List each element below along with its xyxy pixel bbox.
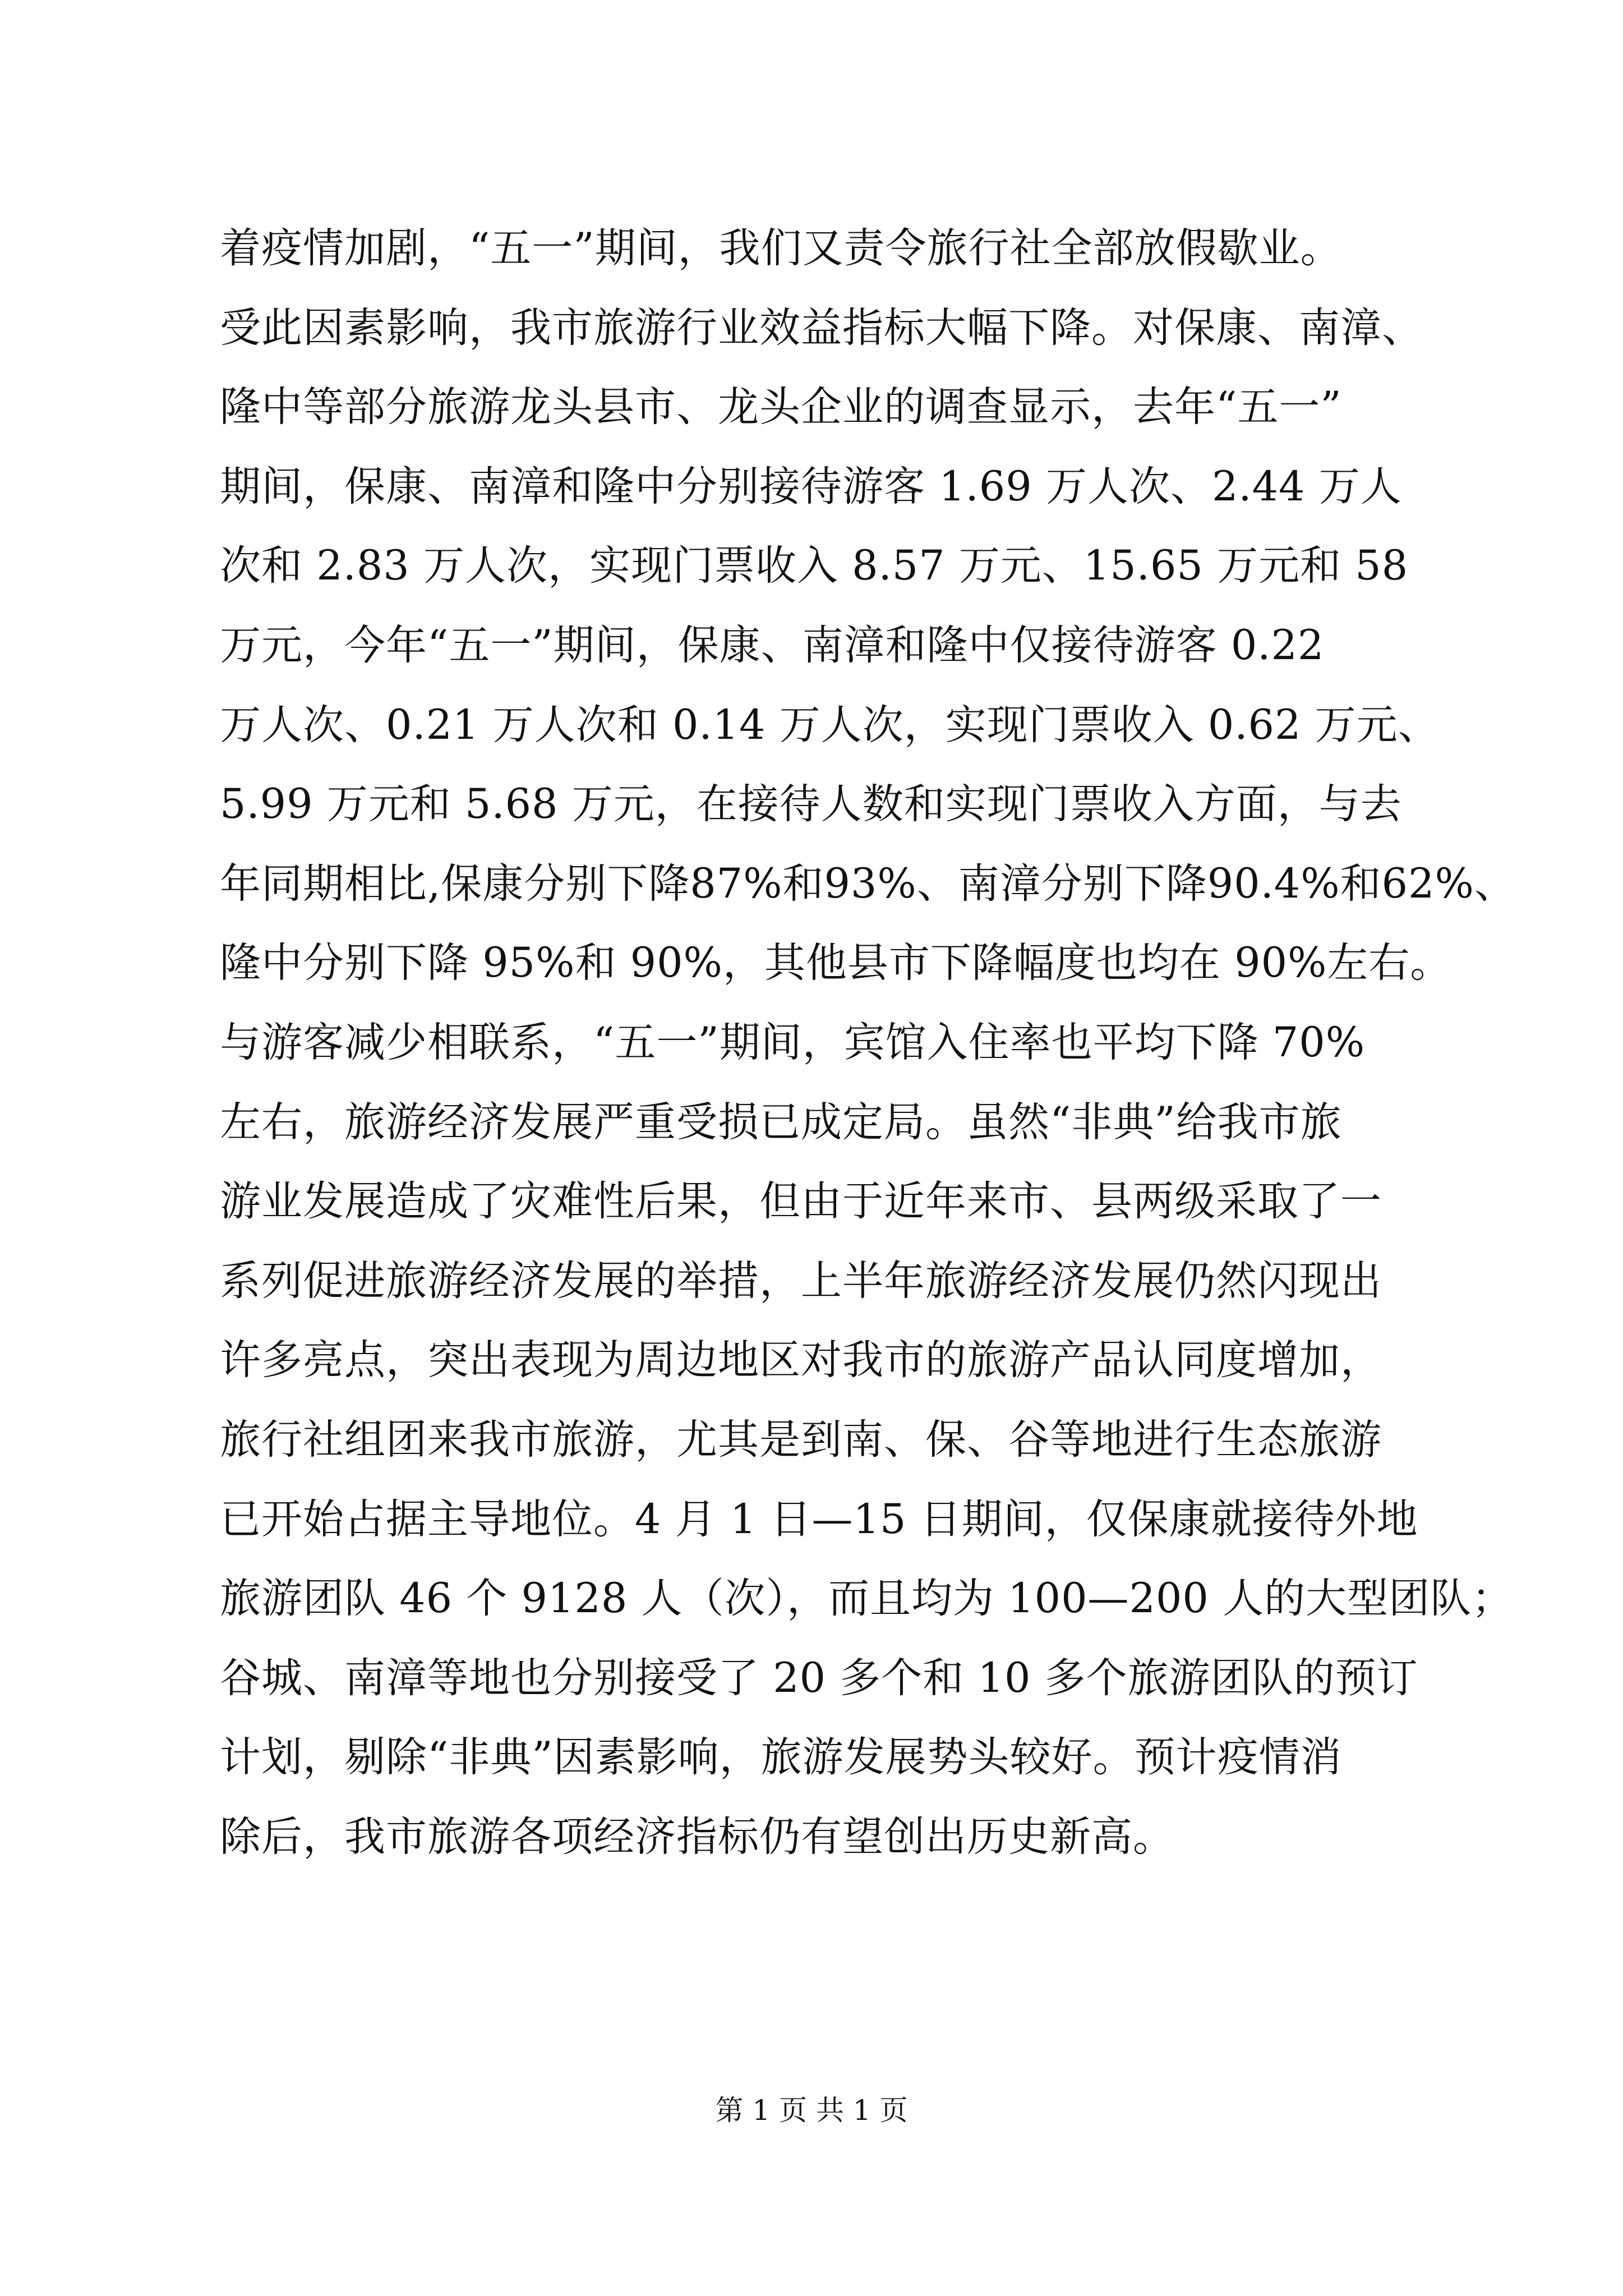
text-line: 许多亮点，突出表现为周边地区对我市的旅游产品认同度增加， — [220, 1336, 1382, 1384]
text-line: 与游客减少相联系，“五一”期间，宾馆入住率也平均下降 70% — [220, 1018, 1366, 1066]
text-line: 系列促进旅游经济发展的举措，上半年旅游经济发展仍然闪现出 — [220, 1257, 1382, 1305]
body-paragraph — [220, 209, 1516, 1876]
text-line: 左右，旅游经济发展严重受损已成定局。虽然“非典”给我市旅 — [220, 1098, 1342, 1146]
text-line: 期间，保康、南漳和隆中分别接待游客 1.69 万人次、2.44 万人 — [220, 462, 1402, 510]
text-line: 隆中分别下降 95%和 90%，其他县市下降幅度也均在 90%左右。 — [220, 939, 1452, 987]
text-line: 游业发展造成了灾难性后果，但由于近年来市、县两级采取了一 — [220, 1177, 1382, 1226]
text-line: 着疫情加剧，“五一”期间，我们又责令旅行社全部放假歇业。 — [220, 224, 1342, 272]
text-line: 5.99 万元和 5.68 万元，在接待人数和实现门票收入方面，与去 — [220, 780, 1402, 829]
text-line: 隆中等部分旅游龙头县市、龙头企业的调查显示，去年“五一” — [220, 383, 1342, 431]
text-line: 万元，今年“五一”期间，保康、南漳和隆中仅接待游客 0.22 — [220, 621, 1325, 669]
text-line: 受此因素影响，我市旅游行业效益指标大幅下降。对保康、南漳、 — [220, 303, 1423, 352]
text-line: 谷城、南漳等地也分别接受了 20 多个和 10 多个旅游团队的预订 — [220, 1654, 1418, 1702]
text-line: 除后，我市旅游各项经济指标仍有望创出历史新高。 — [220, 1812, 1174, 1861]
text-line: 旅行社组团来我市旅游，尤其是到南、保、谷等地进行生态旅游 — [220, 1415, 1382, 1464]
text-line: 万人次、0.21 万人次和 0.14 万人次，实现门票收入 0.62 万元、 — [220, 701, 1440, 749]
text-line: 计划，剔除“非典”因素影响，旅游发展势头较好。预计疫情消 — [220, 1733, 1342, 1782]
text-line: 旅游团队 46 个 9128 人（次），而且均为 100—200 人的大型团队； — [220, 1575, 1514, 1623]
text-line: 次和 2.83 万人次，实现门票收入 8.57 万元、15.65 万元和 58 — [220, 542, 1409, 590]
page-footer: 第 1 页 共 1 页 — [715, 2094, 908, 2127]
text-line: 已开始占据主导地位。4 月 1 日—15 日期间，仅保康就接待外地 — [220, 1495, 1418, 1543]
text-line: 年同期相比,保康分别下降87%和93%、南漳分别下降90.4%和62%、 — [220, 859, 1516, 908]
